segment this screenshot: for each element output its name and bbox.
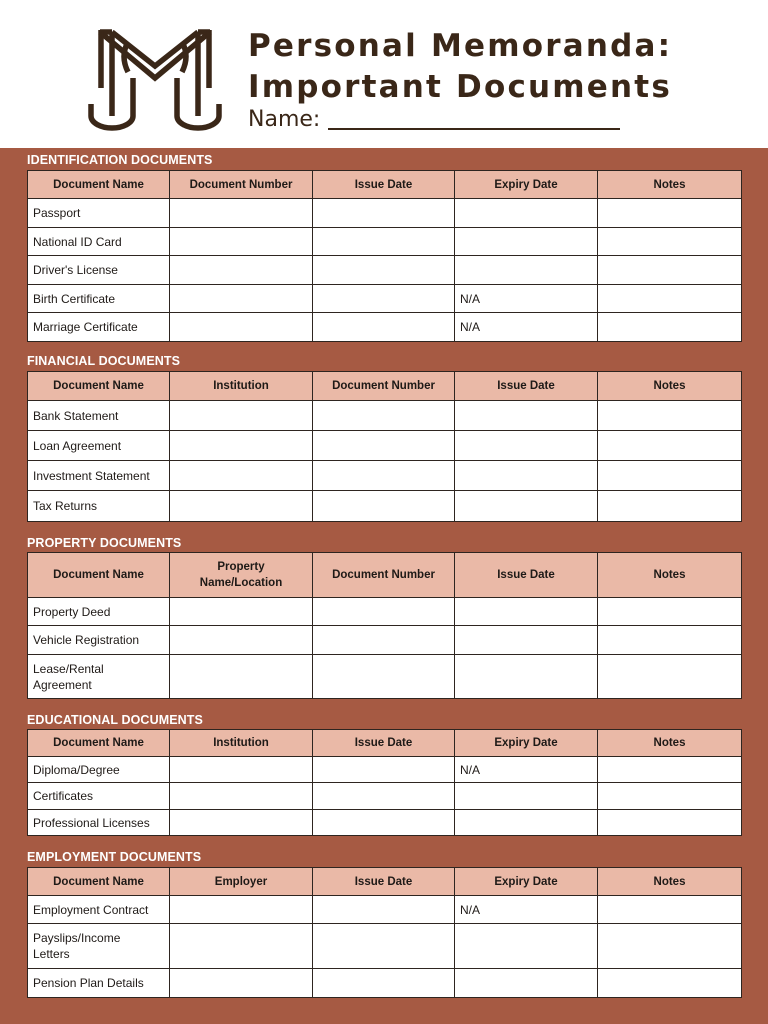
column-header-issue-date: Issue Date [313,171,455,199]
document-name-cell: Diploma/Degree [28,757,170,783]
entry-cell-notes[interactable] [598,783,742,810]
column-header-document-number: Document Number [313,553,455,598]
entry-cell-issue-date[interactable] [313,256,455,285]
entry-cell-document-number[interactable] [313,401,455,431]
table-employment-documents [27,867,742,998]
entry-cell-expiry-date[interactable] [455,924,598,969]
table-row [28,810,742,836]
document-name-cell: Bank Statement [28,401,170,431]
table-row [28,757,742,783]
table-row [28,598,742,626]
entry-cell-document-number[interactable] [170,228,313,256]
entry-cell-issue-date[interactable] [313,810,455,836]
entry-cell-employer[interactable] [170,896,313,924]
column-header-expiry-date: Expiry Date [455,730,598,757]
entry-cell-document-number[interactable] [170,199,313,228]
entry-cell-issue-date[interactable] [313,285,455,313]
table-row [28,969,742,998]
entry-cell-expiry-date[interactable] [455,199,598,228]
table-educational-documents [27,729,742,836]
entry-cell-notes[interactable] [598,896,742,924]
column-header-document-name: Document Name [28,868,170,896]
entry-cell-notes[interactable] [598,401,742,431]
name-field[interactable] [328,108,620,130]
entry-cell-issue-date[interactable] [313,924,455,969]
entry-cell-notes[interactable] [598,491,742,522]
table-row [28,461,742,491]
document-name-cell: Vehicle Registration [28,626,170,655]
document-name-cell: Loan Agreement [28,431,170,461]
document-name-cell: Passport [28,199,170,228]
table-row [28,626,742,655]
document-name-cell: Tax Returns [28,491,170,522]
table-row [28,228,742,256]
table-row [28,285,742,313]
section-title-identification-documents: IDENTIFICATION DOCUMENTS [27,153,213,167]
entry-cell-property-name-location[interactable] [170,626,313,655]
entry-cell-issue-date[interactable] [455,401,598,431]
table-identification-documents [27,170,742,342]
entry-cell-notes[interactable] [598,431,742,461]
entry-cell-employer[interactable] [170,924,313,969]
entry-cell-document-number[interactable] [313,461,455,491]
entry-cell-institution[interactable] [170,757,313,783]
column-header-notes: Notes [598,372,742,401]
section-title-financial-documents: FINANCIAL DOCUMENTS [27,354,181,368]
page-title [248,26,672,108]
entry-cell-document-number[interactable] [313,598,455,626]
entry-cell-expiry-date[interactable]: N/A [455,313,598,342]
entry-cell-notes[interactable] [598,285,742,313]
table-header-row [28,868,742,896]
entry-cell-expiry-date[interactable] [455,810,598,836]
table-row [28,256,742,285]
entry-cell-issue-date[interactable] [455,626,598,655]
column-header-issue-date: Issue Date [455,553,598,598]
page-header [0,0,768,148]
entry-cell-issue-date[interactable] [455,598,598,626]
name-label: Name: [248,107,321,132]
entry-cell-issue-date[interactable] [313,783,455,810]
entry-cell-notes[interactable] [598,626,742,655]
table-row [28,655,742,699]
table-row [28,491,742,522]
column-header-expiry-date: Expiry Date [455,171,598,199]
document-name-cell: Driver's License [28,256,170,285]
column-header-issue-date: Issue Date [455,372,598,401]
entry-cell-issue-date[interactable] [455,431,598,461]
entry-cell-notes[interactable] [598,256,742,285]
section-title-property-documents: PROPERTY DOCUMENTS [27,536,182,550]
name-field-row [248,106,620,134]
document-name-cell: Marriage Certificate [28,313,170,342]
table-financial-documents [27,371,742,522]
entry-cell-issue-date[interactable] [313,969,455,998]
column-header-notes: Notes [598,868,742,896]
entry-cell-expiry-date[interactable]: N/A [455,896,598,924]
entry-cell-issue-date[interactable] [313,313,455,342]
column-header-issue-date: Issue Date [313,730,455,757]
entry-cell-institution[interactable] [170,810,313,836]
entry-cell-notes[interactable] [598,461,742,491]
entry-cell-issue-date[interactable] [455,655,598,699]
entry-cell-document-number[interactable] [313,655,455,699]
column-header-employer: Employer [170,868,313,896]
document-name-cell: Investment Statement [28,461,170,491]
column-header-notes: Notes [598,730,742,757]
table-row [28,199,742,228]
entry-cell-notes[interactable] [598,757,742,783]
entry-cell-expiry-date[interactable] [455,228,598,256]
entry-cell-issue-date[interactable] [313,896,455,924]
entry-cell-document-number[interactable] [170,313,313,342]
document-name-cell: Lease/Rental Agreement [28,655,170,699]
entry-cell-issue-date[interactable] [455,461,598,491]
document-name-cell: Property Deed [28,598,170,626]
entry-cell-notes[interactable] [598,228,742,256]
document-name-cell: Birth Certificate [28,285,170,313]
title-line-1: Personal Memoranda: [248,28,673,64]
entry-cell-document-number[interactable] [170,285,313,313]
entry-cell-expiry-date[interactable] [455,783,598,810]
entry-cell-employer[interactable] [170,969,313,998]
entry-cell-document-number[interactable] [313,626,455,655]
entry-cell-document-number[interactable] [170,256,313,285]
entry-cell-notes[interactable] [598,924,742,969]
document-name-cell: Pension Plan Details [28,969,170,998]
table-row [28,431,742,461]
column-header-document-number: Document Number [170,171,313,199]
entry-cell-notes[interactable] [598,313,742,342]
entry-cell-expiry-date[interactable]: N/A [455,757,598,783]
entry-cell-notes[interactable] [598,655,742,699]
column-header-document-name: Document Name [28,171,170,199]
entry-cell-expiry-date[interactable] [455,256,598,285]
entry-cell-issue-date[interactable] [313,199,455,228]
entry-cell-expiry-date[interactable]: N/A [455,285,598,313]
column-header-document-number: Document Number [313,372,455,401]
monogram-m-logo-icon [88,26,222,132]
entry-cell-institution[interactable] [170,401,313,431]
column-header-document-name: Document Name [28,730,170,757]
column-header-property-name-location: Property Name/Location [170,553,313,598]
table-header-row [28,372,742,401]
entry-cell-property-name-location[interactable] [170,655,313,699]
section-title-employment-documents: EMPLOYMENT DOCUMENTS [27,850,202,864]
entry-cell-notes[interactable] [598,598,742,626]
entry-cell-institution[interactable] [170,491,313,522]
table-row [28,401,742,431]
entry-cell-issue-date[interactable] [455,491,598,522]
title-line-2: Important Documents [248,69,672,105]
entry-cell-property-name-location[interactable] [170,598,313,626]
entry-cell-document-number[interactable] [313,491,455,522]
table-row [28,783,742,810]
column-header-document-name: Document Name [28,553,170,598]
entry-cell-issue-date[interactable] [313,228,455,256]
table-header-row [28,730,742,757]
column-header-document-name: Document Name [28,372,170,401]
column-header-expiry-date: Expiry Date [455,868,598,896]
column-header-notes: Notes [598,171,742,199]
document-name-cell: Professional Licenses [28,810,170,836]
table-property-documents [27,552,742,699]
entry-cell-issue-date[interactable] [313,757,455,783]
entry-cell-expiry-date[interactable] [455,969,598,998]
entry-cell-notes[interactable] [598,969,742,998]
entry-cell-document-number[interactable] [313,431,455,461]
table-header-row [28,553,742,598]
document-name-cell: Employment Contract [28,896,170,924]
column-header-notes: Notes [598,553,742,598]
document-name-cell: Payslips/Income Letters [28,924,170,969]
entry-cell-institution[interactable] [170,783,313,810]
table-row [28,924,742,969]
document-name-cell: National ID Card [28,228,170,256]
column-header-institution: Institution [170,372,313,401]
document-name-cell: Certificates [28,783,170,810]
table-row [28,313,742,342]
section-title-educational-documents: EDUCATIONAL DOCUMENTS [27,713,203,727]
table-header-row [28,171,742,199]
entry-cell-notes[interactable] [598,810,742,836]
column-header-institution: Institution [170,730,313,757]
column-header-issue-date: Issue Date [313,868,455,896]
entry-cell-notes[interactable] [598,199,742,228]
entry-cell-institution[interactable] [170,461,313,491]
table-row [28,896,742,924]
entry-cell-institution[interactable] [170,431,313,461]
